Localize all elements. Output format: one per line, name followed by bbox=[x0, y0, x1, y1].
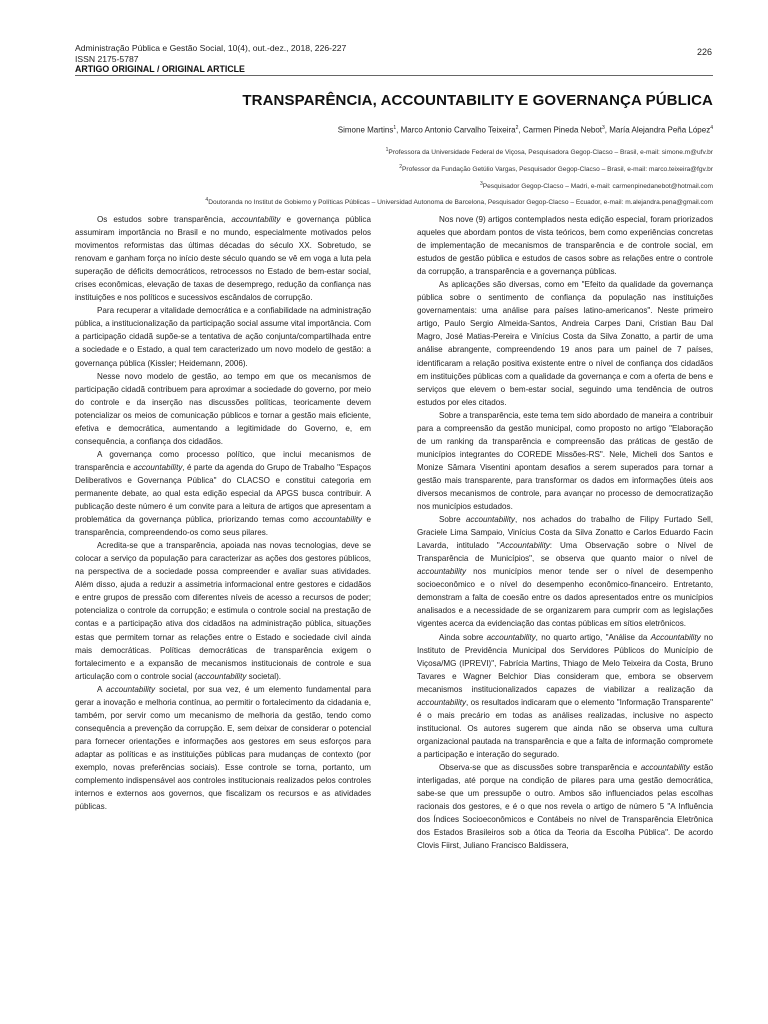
affiliation-text: Doutoranda no Institut de Gobierno y Políticas Públicas – Universidad Autonoma de Barcelona, Pesquisador Gegop-Clacso – Ecuador, e-mail: m.alejandra.pena@gmail.com bbox=[208, 199, 713, 207]
affiliation-line bbox=[205, 197, 713, 206]
body-paragraph: A governança como processo político, que inclui mecanismos de transparência e accountability, é parte da agenda do Grupo de Trabalho "Espaços Deliberativos e Governança Pública" do CLACSO e constitui categoria em permanente debate, ao qual esta edição especial da APGS busca contribuir. A publicação deste número é um convite para a leitura de artigos que apresentam a problemática da governança pública, priorizando temas como accountability e transparência, compreendendo-os como seus pilares. bbox=[75, 449, 371, 538]
journal-issn: ISSN 2175-5787 bbox=[75, 53, 139, 64]
affiliation-text: Professora da Universidade Federal de Viçosa, Pesquisadora Gegop-Clacso – Brasil, e-mail: simone.m@ufv.br bbox=[388, 149, 713, 157]
body-column-right bbox=[417, 213, 713, 852]
author-affiliation-marker: 3 bbox=[602, 125, 605, 131]
body-paragraph: Ainda sobre accountability, no quarto artigo, "Análise da Accountability no Instituto de Previdência Municipal dos Servidores Públicos do Município de Viçosa/MG (IPREVI)", Fabrícia Martins, Thiago de Melo Teixeira da Costa, Bruno Tavares e Wagner Belchior Dias consideram que, embora se observem mecanismos institucionalizados capazes de viabilizar a realização da accountability, os resultados indicaram que o elemento "Informação Transparente" é o mais precário em todas as análises realizadas, inclusive no aspecto institucional. Os autores sugerem que ainda não se observa uma cultura organizacional pautada na transparência e que a falta de informação compromete a participação e interação do segurado. bbox=[417, 632, 713, 759]
author-affiliation-marker: 2 bbox=[515, 125, 519, 131]
author-name: Marco Antonio Carvalho Teixeira bbox=[400, 125, 516, 135]
body-paragraph: Nos nove (9) artigos contemplados nesta edição especial, foram priorizados aqueles que abordam pontos de vista teóricos, bem como experiências concretas de implementação de mecanismos de transparência e de controle social, em estudos de gestão pública e estudos de casos sobre as relações entre o controle da corrupção, a transparência e a governança públicas. bbox=[417, 215, 713, 277]
page-number: 226 bbox=[696, 47, 712, 57]
affiliation-marker: 1 bbox=[385, 147, 389, 153]
author-name: Simone Martins bbox=[337, 125, 394, 135]
affiliation-marker: 3 bbox=[479, 181, 483, 187]
author-name: Carmen Pineda Nebot bbox=[522, 125, 603, 135]
body-paragraph: Sobre a transparência, este tema tem sido abordado de maneira a contribuir para a compreensão da gestão municipal, como proposto no artigo "Elaboração de um ranking da transparência e compreensão das práticas de gestão de municípios integrantes do COREDE Missões-RS". Nele, Micheli dos Santos e Monize Sâmara Visentini apontam desafios a serem superados para tornar a gestão mais transparente, para transformar os dados em informações úteis aos diversos mecanismos de controle, para avançar no processo de democratização nos municípios estudados. bbox=[417, 410, 713, 512]
body-paragraph: Sobre accountability, nos achados do trabalho de Filipy Furtado Sell, Graciele Lima Sampaio, Vinícius Costa da Silva Zonatto e Carlos Eduardo Facin Lavarda, intitulado "Accountability: Uma Observação sobre o Nível de Transparência de Municípios", se observa que quanto maior o nível de accountability nos municípios menor tende ser o nível de desempenho socioeconômico e o nível do desempenho econômico-financeiro. Entretanto, demonstram a falta de coesão entre os dados apresentados entre os municípios analisados e a necessidade de se organizarem para cumprir com as legislações vigentes acerca da evidenciação das contas públicas em sítios eletrônicos. bbox=[417, 515, 713, 629]
journal-citation bbox=[75, 43, 346, 64]
body-paragraph: Os estudos sobre transparência, accountability e governança pública assumiram importância no Brasil e no mundo, especialmente motivados pelos movimentos reformistas das últimas décadas do século XX. Sobretudo, se renovam e ganham força no início deste século quando se vê em voga a luta pela superação de déficits democráticos, retrocessos no Estado de bem-estar social, crises econômicas, elevação de taxas de desemprego, redução da confiança nas instituições e nos políticos e sucessivos escândalos de corrupção. bbox=[75, 215, 371, 303]
body-column-left bbox=[75, 213, 371, 813]
affiliation-line bbox=[386, 147, 713, 156]
author-list: Simone Martins$^1$, Marco Antonio Carvalho Teixeira$^2$, Carmen Pineda Nebot$^3$, María Alejandra Peña López$^4$ bbox=[337, 125, 713, 135]
journal-issue-line: Administração Pública e Gestão Social, 10(4), out.-dez., 2018, 226-227 bbox=[75, 43, 347, 53]
affiliation-line bbox=[480, 181, 713, 190]
body-paragraph: Nesse novo modelo de gestão, ao tempo em que os mecanismos de participação cidadã contribuem para aproximar a sociedade do governo, por meio do controle e da inserção nas discussões políticas, teoricamente devem potencializar os meios de comunicação públicos e tornar a gestão mais eficiente, efetiva e democrática, aumentando a legitimidade do Governo, e, em consequência, a confiança dos cidadãos. bbox=[75, 371, 371, 446]
body-paragraph: Observa-se que as discussões sobre transparência e accountability estão interligadas, até porque na condição de pilares para uma gestão democrática, sabe-se que um pressupõe o outro. Ambos são influenciados pelas escolhas racionais dos gestores, e é o que nos revela o artigo de número 5 "A Influência dos Índices Socioeconômicos e Contábeis no nível de Transparência Eletrônica dos Estados Brasileiros sob a ótica da Teoria da Escolha Pública". De acordo Clovis Fiirst, Juliano Francisco Baldissera, bbox=[417, 762, 713, 851]
body-paragraph: As aplicações são diversas, como em "Efeito da qualidade da governança pública sobre o sentimento de confiança da população nas instituições governamentais: uma análise para países latino-americanos". Neste primeiro artigo, Paulo Sergio Almeida-Santos, Andreia Carpes Dani, Cristian Bau Dal Magro, José Matias-Pereira e Vinícius Costa da Silva Zonatto, a partir de uma análise abrangente, compreendendo 19 anos para um painel de 7 países, identificaram a relação positiva existente entre o nível de confiança dos cidadãos em instituições públicas com a qualidade da governança e com a oferta de bens e serviços que elevem o bem-estar social, seguindo uma tendência de outros estudos por eles citados. bbox=[417, 280, 713, 407]
body-paragraph: Para recuperar a vitalidade democrática e a confiabilidade na administração pública, a institucionalização da participação social assume vital importância. Com a participação cidadã supõe-se a tentativa de ação conjunta/compartilhada entre a sociedade e o Estado, a qual tem caracterizado um novo modelo de gestão: a governança pública (Kissler; Heidemann, 2006). bbox=[75, 306, 371, 368]
article-title: TRANSPARÊNCIA, ACCOUNTABILITY E GOVERNANÇA PÚBLICA bbox=[242, 92, 713, 109]
author-affiliation-marker: 4 bbox=[710, 125, 713, 131]
affiliation-line bbox=[399, 164, 713, 173]
body-paragraph: A accountability societal, por sua vez, é um elemento fundamental para gerar a inovação e melhoria contínua, ao permitir o fortalecimento da cidadania e, também, por servir como um mecanismo de melhoria da gestão, tendo como consequência a prevenção da corrupção. E, sem deixar de considerar o potencial para fornecer orientações e informações aos gestores em seus esforços para adaptar as políticas e as instituições públicas para mudanças de contexto (por exemplo, novas preferências sociais). Esse controle se torna, portanto, um complemento indispensável aos controles institucionais realizados pelos controles internos e externos aos governos, que fiscalizam os recursos e as atividades públicas. bbox=[75, 684, 371, 812]
affiliation-text: Professor da Fundação Getúlio Vargas, Pesquisador Gegop-Clacso – Brasil, e-mail: marco.teixeira@fgv.br bbox=[402, 166, 713, 174]
header-divider bbox=[75, 75, 713, 76]
body-paragraph: Acredita-se que a transparência, apoiada nas novas tecnologias, deve se colocar a serviço da população para caracterizar as ações dos gestores públicos, na perspectiva de a sociedade possa compreender e avaliar suas atividades. Além disso, ajuda a reduzir a assimetria informacional entre gestores e cidadãos e entre grupos de pressão com diferentes níveis de acesso a recursos de poder; potencializa o controle da corrupção; e estimula o controle social na prestação de contas e a participação ativa dos cidadãos na administração pública, situações estas que permitem tornar as relações entre o Estado e sociedade civil ainda mais democráticas. Políticas democráticas de transparência exigem o fortalecimento e a expansão de mecanismos institucionais de controle e sua articulação com o controle social (accountability societal). bbox=[75, 541, 371, 681]
section-label: ARTIGO ORIGINAL / ORIGINAL ARTICLE bbox=[75, 64, 245, 74]
author-affiliation-marker: 1 bbox=[393, 125, 397, 131]
author-name: María Alejandra Peña López bbox=[609, 125, 711, 135]
affiliation-marker: 2 bbox=[399, 164, 402, 170]
affiliation-text: Pesquisador Gegop-Clacso – Madri, e-mail: carmenpinedanebot@hotmail.com bbox=[482, 183, 713, 191]
affiliation-marker: 4 bbox=[205, 197, 209, 203]
